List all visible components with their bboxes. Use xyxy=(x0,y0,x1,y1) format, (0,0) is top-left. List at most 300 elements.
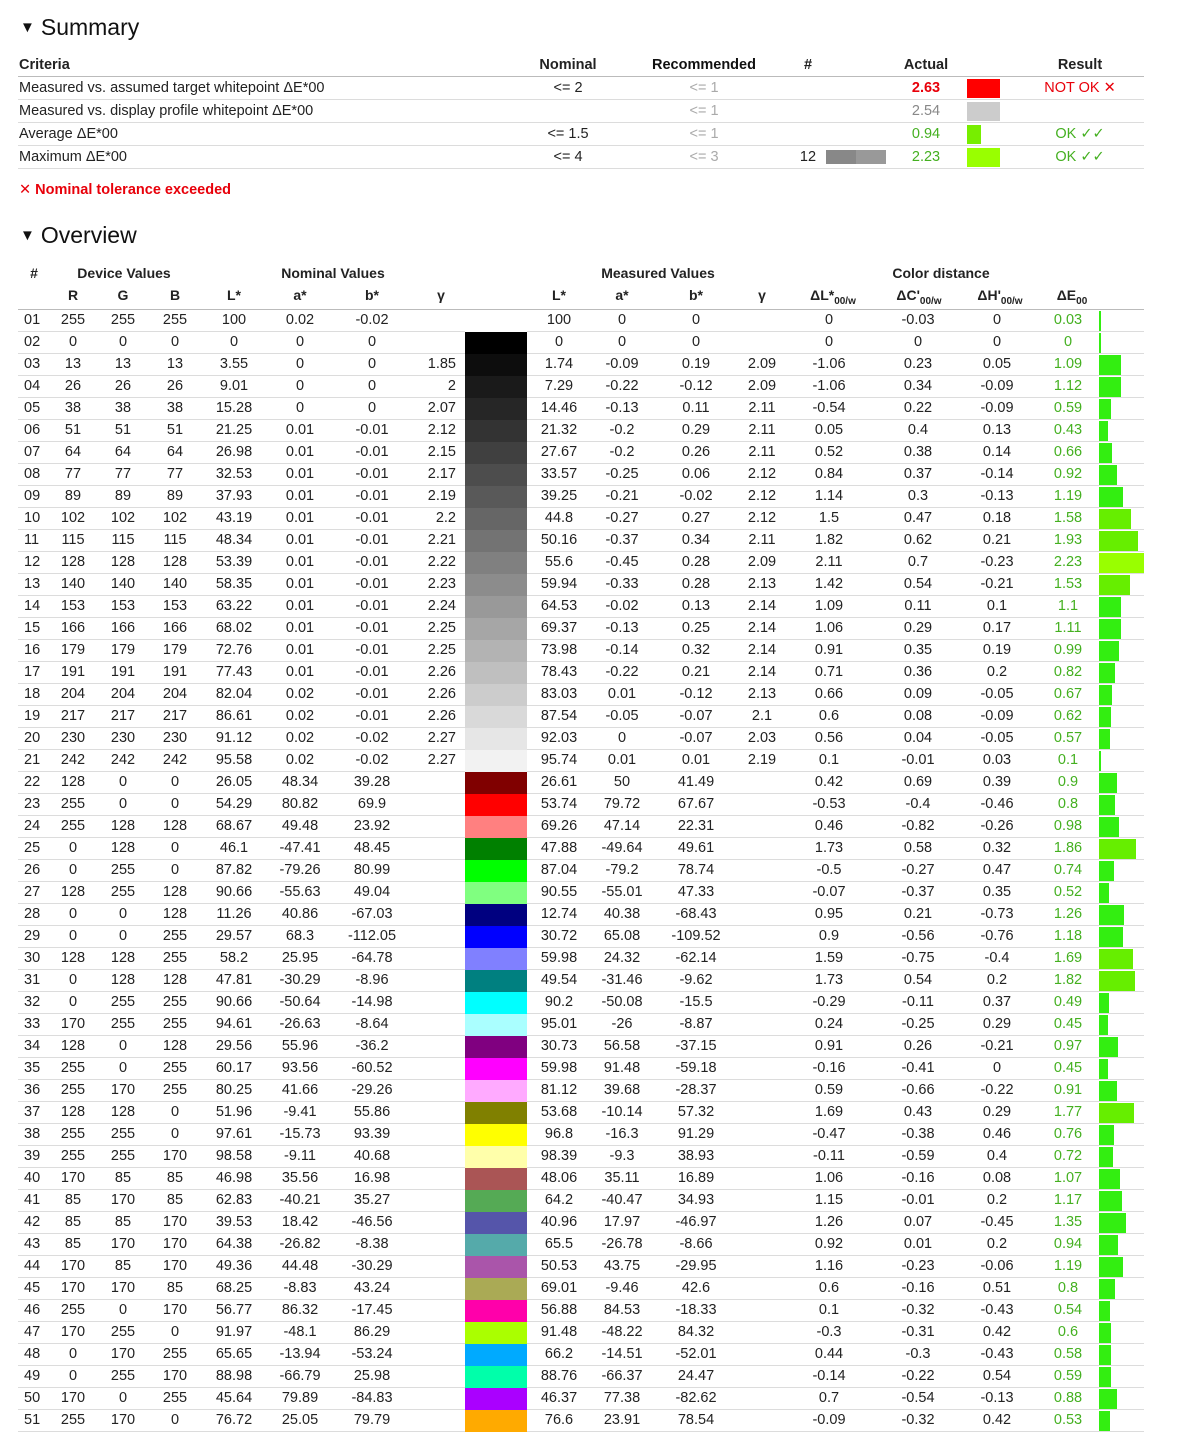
swatch-nominal xyxy=(465,750,496,772)
device-r: 170 xyxy=(60,1390,86,1406)
device-g: 255 xyxy=(110,994,136,1010)
nominal-l: 53.39 xyxy=(215,554,253,570)
swatch-nominal xyxy=(465,728,496,750)
nominal-a: 0.01 xyxy=(285,532,315,548)
measured-l: 88.76 xyxy=(540,1368,578,1384)
measured-a: -0.33 xyxy=(605,576,639,592)
device-r: 0 xyxy=(68,1346,78,1362)
swatch-nominal xyxy=(465,1124,496,1146)
nominal-l: 46.98 xyxy=(215,1170,253,1186)
device-b: 115 xyxy=(163,532,187,548)
delta-h: 0.32 xyxy=(982,840,1012,856)
delta-l: 0.42 xyxy=(814,774,844,790)
device-g: 0 xyxy=(118,1060,128,1076)
color-swatch xyxy=(465,1102,527,1124)
measured-l: 64.53 xyxy=(540,598,578,614)
result-value: NOT OK ✕ xyxy=(1044,80,1116,96)
delta-c: -0.38 xyxy=(901,1126,935,1142)
nominal-l: 63.22 xyxy=(215,598,253,614)
device-r: 51 xyxy=(64,422,82,438)
nominal-a: 49.48 xyxy=(281,818,319,834)
device-b: 255 xyxy=(162,1060,188,1076)
swatch-measured xyxy=(496,948,527,970)
delta-e-bar xyxy=(1099,971,1135,991)
delta-h: 0.39 xyxy=(982,774,1012,790)
swatch-nominal xyxy=(465,1344,496,1366)
table-row xyxy=(18,1102,1144,1124)
swatch-measured xyxy=(496,1410,527,1432)
color-swatch xyxy=(465,530,527,552)
nominal-a: 0.02 xyxy=(285,752,315,768)
device-r: 85 xyxy=(64,1214,82,1230)
measured-a: -0.13 xyxy=(605,620,639,636)
delta-e: 0.62 xyxy=(1053,708,1083,724)
nominal-a: 40.86 xyxy=(281,906,319,922)
swatch-measured xyxy=(496,1322,527,1344)
patch-number: 12 xyxy=(24,554,41,570)
delta-c: 0.38 xyxy=(903,444,933,460)
measured-l: 56.88 xyxy=(540,1302,578,1318)
delta-e: 1.58 xyxy=(1053,510,1083,526)
nominal-l: 51.96 xyxy=(215,1104,253,1120)
table-row xyxy=(18,1256,1144,1278)
measured-l: 87.04 xyxy=(540,862,578,878)
table-row xyxy=(18,1234,1144,1256)
delta-c: 0.4 xyxy=(907,422,929,438)
table-row xyxy=(18,508,1144,530)
patch-number: 32 xyxy=(24,994,41,1010)
measured-a: -0.09 xyxy=(605,356,639,372)
device-b: 0 xyxy=(170,1412,180,1428)
swatch-nominal xyxy=(465,1036,496,1058)
delta-h: 0.29 xyxy=(982,1104,1012,1120)
delta-l: 1.73 xyxy=(814,840,844,856)
nominal-l: 64.38 xyxy=(215,1236,253,1252)
table-row xyxy=(18,1300,1144,1322)
device-b: 38 xyxy=(166,400,184,416)
swatch-nominal xyxy=(465,1322,496,1344)
delta-l: 0.91 xyxy=(814,642,844,658)
color-swatch xyxy=(465,684,527,706)
color-swatch xyxy=(465,376,527,398)
device-r: 255 xyxy=(60,818,86,834)
measured-l: 33.57 xyxy=(540,466,578,482)
nominal-l: 97.61 xyxy=(215,1126,253,1142)
measured-b: -46.97 xyxy=(675,1214,717,1230)
nominal-b: -53.24 xyxy=(351,1346,393,1362)
delta-h: -0.06 xyxy=(980,1258,1014,1274)
device-r: 128 xyxy=(60,774,86,790)
nominal-b: 86.29 xyxy=(353,1324,391,1340)
swatch-measured xyxy=(496,794,527,816)
nominal-a: -47.41 xyxy=(279,840,321,856)
measured-a: -10.14 xyxy=(601,1104,643,1120)
delta-c: -0.03 xyxy=(901,312,935,328)
delta-h: 0.35 xyxy=(982,884,1012,900)
table-row xyxy=(18,838,1144,860)
delta-l: -0.07 xyxy=(812,884,846,900)
device-g: 170 xyxy=(110,1236,136,1252)
swatch-measured xyxy=(496,662,527,684)
patch-number: 02 xyxy=(24,334,41,350)
table-row xyxy=(18,1036,1144,1058)
device-b: 255 xyxy=(162,1016,188,1032)
swatch-measured xyxy=(496,1058,527,1080)
measured-b: -0.07 xyxy=(679,730,713,746)
measured-gamma: 2.13 xyxy=(747,576,777,592)
column-header-row xyxy=(18,283,1144,310)
nominal-l: 91.12 xyxy=(215,730,253,746)
delta-l: -0.53 xyxy=(812,796,846,812)
recommended-value: <= 1 xyxy=(689,126,719,142)
nominal-a: 35.56 xyxy=(281,1170,319,1186)
delta-h: 0.18 xyxy=(982,510,1012,526)
delta-e: 1.82 xyxy=(1053,972,1083,988)
device-b: 179 xyxy=(162,642,188,658)
measured-b: 49.61 xyxy=(677,840,715,856)
measured-l: 46.37 xyxy=(540,1390,578,1406)
nominal-l: 29.56 xyxy=(215,1038,253,1054)
device-g: 0 xyxy=(118,774,128,790)
col-nominal-b: b* xyxy=(365,287,379,303)
device-b: 0 xyxy=(170,862,180,878)
nominal-gamma: 2.26 xyxy=(427,708,456,724)
delta-l: 0.59 xyxy=(814,1082,844,1098)
recommended-value: <= 1 xyxy=(689,80,719,96)
delta-l: 0 xyxy=(824,312,834,328)
device-g: 0 xyxy=(118,928,128,944)
device-g: 85 xyxy=(114,1170,132,1186)
nominal-l: 9.01 xyxy=(219,378,249,394)
device-b: 51 xyxy=(166,422,184,438)
actual-bar xyxy=(967,79,1000,98)
measured-l: 50.53 xyxy=(540,1258,578,1274)
nominal-l: 80.25 xyxy=(215,1082,253,1098)
nominal-b: -8.96 xyxy=(355,972,389,988)
device-g: 0 xyxy=(118,906,128,922)
device-r: 0 xyxy=(68,928,78,944)
delta-e: 1.11 xyxy=(1054,620,1082,636)
swatch-measured xyxy=(496,1014,527,1036)
nominal-l: 77.43 xyxy=(215,664,253,680)
table-row xyxy=(18,1080,1144,1102)
col-delta-l: $\Delta L*_{00/w}$ xyxy=(810,287,856,307)
summary-heading[interactable]: ▼ Summary xyxy=(20,14,140,40)
delta-e: 1.86 xyxy=(1053,840,1083,856)
delta-c: 0.7 xyxy=(907,554,929,570)
delta-c: 0.01 xyxy=(903,1236,933,1252)
delta-h: 0.54 xyxy=(982,1368,1012,1384)
delta-l: 0.7 xyxy=(818,1390,840,1406)
nominal-b: -0.01 xyxy=(355,488,389,504)
measured-a: 91.48 xyxy=(603,1060,641,1076)
measured-b: 67.67 xyxy=(677,796,715,812)
device-b: 255 xyxy=(162,312,188,328)
measured-a: 24.32 xyxy=(603,950,641,966)
swatch-nominal xyxy=(465,332,496,354)
measured-a: 0 xyxy=(617,312,627,328)
col-measured-b: b* xyxy=(689,287,703,303)
device-r: 26 xyxy=(64,378,82,394)
delta-h: -0.23 xyxy=(980,554,1014,570)
table-row xyxy=(18,970,1144,992)
device-b: 85 xyxy=(166,1170,184,1186)
nominal-b: -0.02 xyxy=(355,312,389,328)
measured-l: 91.48 xyxy=(540,1324,578,1340)
device-b: 85 xyxy=(166,1192,184,1208)
device-g: 85 xyxy=(114,1258,132,1274)
device-r: 0 xyxy=(68,1368,78,1384)
delta-e-bar xyxy=(1099,795,1115,815)
device-g: 255 xyxy=(110,1148,136,1164)
table-row xyxy=(18,1410,1144,1432)
delta-l: 0.92 xyxy=(814,1236,844,1252)
measured-b: -0.12 xyxy=(679,378,713,394)
delta-e-bar xyxy=(1099,949,1133,969)
delta-e: 0.74 xyxy=(1053,862,1083,878)
measured-a: -31.46 xyxy=(601,972,643,988)
measured-b: 34.93 xyxy=(677,1192,715,1208)
color-swatch xyxy=(465,332,527,354)
delta-h: 0.46 xyxy=(982,1126,1012,1142)
nominal-b: 49.04 xyxy=(353,884,391,900)
color-swatch xyxy=(465,574,527,596)
nominal-gamma: 2.07 xyxy=(427,400,456,416)
col-nominal-l: L* xyxy=(227,287,241,303)
delta-h: -0.26 xyxy=(980,818,1014,834)
table-row xyxy=(18,1322,1144,1344)
delta-l: 0.95 xyxy=(814,906,844,922)
measured-b: 0.27 xyxy=(681,510,711,526)
measured-b: 0 xyxy=(691,334,701,350)
patch-number: 31 xyxy=(24,972,41,988)
patch-number: 42 xyxy=(24,1214,41,1230)
recommended-value: <= 3 xyxy=(689,149,719,165)
device-r: 217 xyxy=(60,708,86,724)
measured-gamma: 2.1 xyxy=(751,708,773,724)
actual-value: 2.54 xyxy=(911,103,941,119)
nominal-gamma: 2.15 xyxy=(427,444,456,460)
measured-a: -48.22 xyxy=(601,1324,643,1340)
delta-e: 0.67 xyxy=(1053,686,1083,702)
color-swatch xyxy=(465,1278,527,1300)
color-swatch xyxy=(465,552,527,574)
nominal-b: 55.86 xyxy=(353,1104,391,1120)
table-row xyxy=(18,1278,1144,1300)
patch-number: 21 xyxy=(24,752,41,768)
nominal-b: 0 xyxy=(367,378,377,394)
nominal-a: 0.01 xyxy=(285,642,315,658)
collapse-triangle-icon[interactable]: ▼ xyxy=(20,227,35,244)
measured-b: -9.62 xyxy=(679,972,713,988)
device-g: 64 xyxy=(114,444,132,460)
delta-e: 0.57 xyxy=(1053,730,1083,746)
delta-e: 1.18 xyxy=(1053,928,1083,944)
patch-number: 30 xyxy=(24,950,41,966)
nominal-gamma: 1.85 xyxy=(427,356,456,372)
delta-e-bar xyxy=(1099,663,1115,683)
color-swatch xyxy=(465,662,527,684)
color-swatch xyxy=(465,1058,527,1080)
measured-a: -9.46 xyxy=(605,1280,639,1296)
measured-b: 0.21 xyxy=(681,664,711,680)
device-r: 102 xyxy=(60,510,86,526)
nominal-value: <= 1.5 xyxy=(547,126,589,142)
delta-l: 1.15 xyxy=(814,1192,844,1208)
device-r: 128 xyxy=(60,554,86,570)
nominal-b: 25.98 xyxy=(353,1368,391,1384)
measured-l: 14.46 xyxy=(540,400,578,416)
actual-bar xyxy=(967,148,1000,167)
delta-c: 0.3 xyxy=(907,488,929,504)
color-swatch xyxy=(465,772,527,794)
delta-l: 1.06 xyxy=(814,620,844,636)
measured-l: 0 xyxy=(554,334,564,350)
delta-c: -0.11 xyxy=(902,994,934,1010)
measured-b: 0.28 xyxy=(681,554,711,570)
delta-e: 1.93 xyxy=(1053,532,1083,548)
device-r: 170 xyxy=(60,1324,86,1340)
col-measured-gamma: γ xyxy=(758,287,766,303)
collapse-triangle-icon[interactable]: ▼ xyxy=(20,19,35,36)
delta-e-bar xyxy=(1099,1147,1113,1167)
delta-c: -0.56 xyxy=(901,928,935,944)
measured-a: -14.51 xyxy=(601,1346,643,1362)
device-g: 38 xyxy=(114,400,132,416)
nominal-b: -0.01 xyxy=(355,554,389,570)
delta-c: 0.62 xyxy=(903,532,933,548)
device-g: 0 xyxy=(118,1038,128,1054)
delta-l: -0.3 xyxy=(816,1324,842,1340)
delta-e: 1.09 xyxy=(1053,356,1083,372)
nominal-a: 0.01 xyxy=(285,466,315,482)
delta-e: 1.19 xyxy=(1053,1258,1083,1274)
nominal-l: 3.55 xyxy=(219,356,249,372)
delta-e: 0.92 xyxy=(1053,466,1083,482)
measured-b: -52.01 xyxy=(675,1346,717,1362)
table-row xyxy=(18,420,1144,442)
delta-h: 0.2 xyxy=(986,1236,1008,1252)
color-swatch xyxy=(465,926,527,948)
measured-b: -59.18 xyxy=(675,1060,717,1076)
measured-b: -62.14 xyxy=(675,950,717,966)
device-r: 255 xyxy=(60,1082,86,1098)
nominal-l: 37.93 xyxy=(215,488,253,504)
patch-number: 39 xyxy=(24,1148,41,1164)
device-b: 102 xyxy=(162,510,188,526)
measured-b: 0 xyxy=(691,312,701,328)
nominal-b: 93.39 xyxy=(353,1126,391,1142)
summary-table xyxy=(18,54,1144,169)
measured-a: 56.58 xyxy=(603,1038,641,1054)
delta-l: -0.47 xyxy=(812,1126,846,1142)
color-swatch xyxy=(465,904,527,926)
delta-e: 0.9 xyxy=(1057,774,1079,790)
delta-h: 0.1 xyxy=(986,598,1008,614)
color-swatch xyxy=(465,1256,527,1278)
table-row xyxy=(18,750,1144,772)
nominal-b: -84.83 xyxy=(351,1390,393,1406)
col-measured-a: a* xyxy=(615,287,629,303)
measured-a: 23.91 xyxy=(603,1412,641,1428)
table-row xyxy=(18,662,1144,684)
delta-h: 0 xyxy=(992,1060,1002,1076)
device-g: 89 xyxy=(114,488,132,504)
nominal-a: 41.66 xyxy=(281,1082,319,1098)
measured-gamma: 2.11 xyxy=(748,400,776,416)
overview-heading[interactable]: ▼ Overview xyxy=(20,222,137,248)
swatch-measured xyxy=(496,992,527,1014)
swatch-measured xyxy=(496,1168,527,1190)
table-row xyxy=(18,376,1144,398)
delta-c: 0.08 xyxy=(903,708,933,724)
delta-h: 0.47 xyxy=(982,862,1012,878)
device-b: 13 xyxy=(166,356,184,372)
nominal-a: -79.26 xyxy=(279,862,321,878)
delta-e: 0 xyxy=(1063,334,1073,350)
delta-h: -0.21 xyxy=(980,576,1014,592)
swatch-nominal xyxy=(465,464,496,486)
group-num: # xyxy=(30,265,38,281)
measured-b: 0.28 xyxy=(681,576,711,592)
delta-e-bar xyxy=(1099,1411,1110,1431)
device-g: 85 xyxy=(114,1214,132,1230)
table-row xyxy=(18,574,1144,596)
device-r: 255 xyxy=(60,1412,86,1428)
nominal-b: -60.52 xyxy=(351,1060,393,1076)
measured-l: 76.6 xyxy=(544,1412,574,1428)
device-r: 153 xyxy=(60,598,86,614)
delta-e: 0.58 xyxy=(1053,1346,1083,1362)
delta-e-bar xyxy=(1099,487,1123,507)
measured-l: 30.73 xyxy=(540,1038,578,1054)
actual-value: 0.94 xyxy=(911,126,941,142)
overview-table xyxy=(18,261,1144,1432)
device-b: 255 xyxy=(162,950,188,966)
delta-c: -0.32 xyxy=(901,1412,935,1428)
nominal-gamma: 2.24 xyxy=(427,598,456,614)
device-b: 128 xyxy=(162,972,188,988)
delta-l: 0.6 xyxy=(818,708,840,724)
delta-e-bar xyxy=(1099,443,1112,463)
group-color-distance: Color distance xyxy=(892,265,990,281)
swatch-measured xyxy=(496,596,527,618)
measured-gamma: 2.09 xyxy=(747,356,777,372)
swatch-nominal xyxy=(465,1234,496,1256)
measured-gamma: 2.11 xyxy=(748,444,776,460)
table-row xyxy=(18,728,1144,750)
nominal-l: 98.58 xyxy=(215,1148,253,1164)
nominal-b: -0.01 xyxy=(355,598,389,614)
measured-a: -50.08 xyxy=(601,994,643,1010)
measured-a: -79.2 xyxy=(605,862,639,878)
delta-c: 0 xyxy=(913,334,923,350)
nominal-gamma: 2.12 xyxy=(427,422,456,438)
color-swatch xyxy=(465,398,527,420)
measured-l: 90.55 xyxy=(540,884,578,900)
swatch-measured xyxy=(496,1146,527,1168)
measured-gamma: 2.03 xyxy=(747,730,777,746)
device-r: 128 xyxy=(60,1104,86,1120)
color-swatch xyxy=(465,1014,527,1036)
table-row xyxy=(18,706,1144,728)
delta-e: 0.99 xyxy=(1053,642,1083,658)
patch-number: 14 xyxy=(24,598,41,614)
table-row xyxy=(18,618,1144,640)
nominal-b: -0.01 xyxy=(355,510,389,526)
table-row xyxy=(18,816,1144,838)
measured-a: 43.75 xyxy=(603,1258,641,1274)
